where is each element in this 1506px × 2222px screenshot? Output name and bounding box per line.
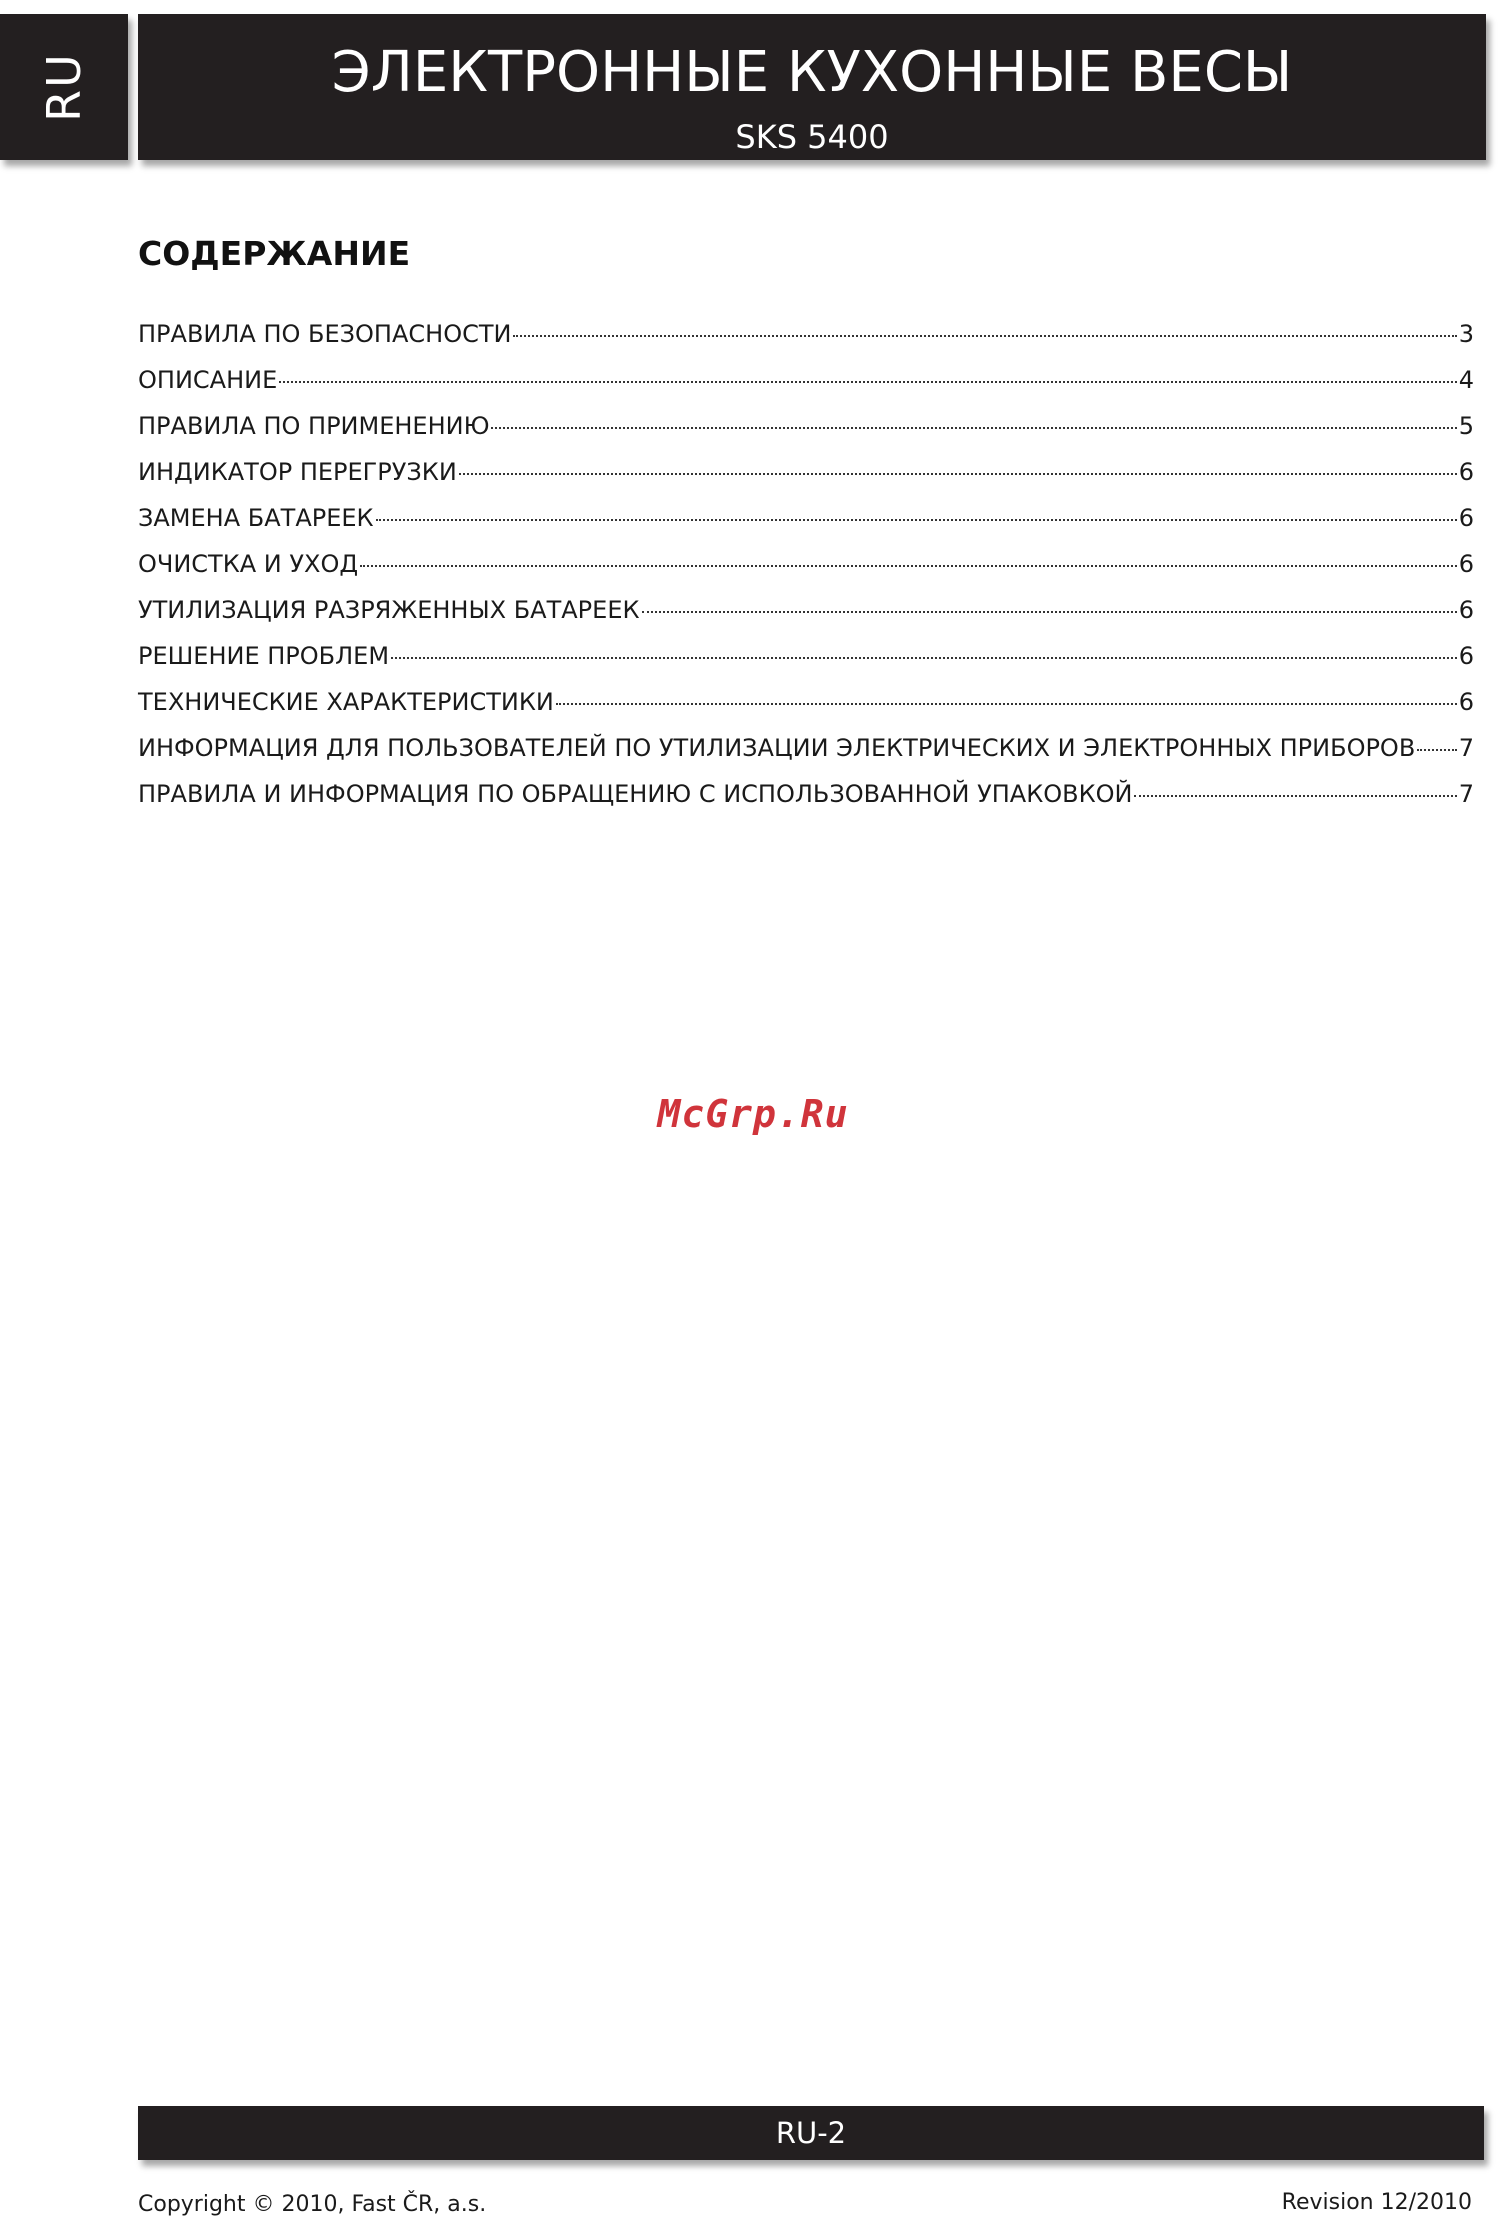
document-title: ЭЛЕКТРОННЫЕ КУХОННЫЕ ВЕСЫ xyxy=(331,40,1293,105)
toc-leader-dots xyxy=(360,565,1457,567)
toc-entry-title: УТИЛИЗАЦИЯ РАЗРЯЖЕННЫХ БАТАРЕЕК xyxy=(138,596,640,624)
toc-entry-page: 5 xyxy=(1458,412,1474,440)
toc-entry[interactable] xyxy=(138,458,1474,504)
toc-entry[interactable] xyxy=(138,550,1474,596)
toc-leader-dots xyxy=(391,657,1457,659)
toc-entry[interactable] xyxy=(138,366,1474,412)
language-tab xyxy=(0,14,128,160)
toc-entry-title: ЗАМЕНА БАТАРЕЕК xyxy=(138,504,374,532)
toc-leader-dots xyxy=(459,473,1457,475)
toc-entry[interactable] xyxy=(138,320,1474,366)
toc-entry-page: 6 xyxy=(1458,504,1474,532)
toc-entry-title: РЕШЕНИЕ ПРОБЛЕМ xyxy=(138,642,390,670)
toc-entry-page: 7 xyxy=(1458,780,1474,808)
toc-entry-title: ОПИСАНИЕ xyxy=(138,366,278,394)
toc-leader-dots xyxy=(491,427,1456,429)
toc-leader-dots xyxy=(556,703,1457,705)
toc-entry-page: 6 xyxy=(1458,550,1474,578)
toc-entry-title: ПРАВИЛА ПО БЕЗОПАСНОСТИ xyxy=(138,320,512,348)
page-number-bar xyxy=(138,2106,1484,2160)
toc-leader-dots xyxy=(279,381,1456,383)
toc-entry-page: 6 xyxy=(1458,596,1474,624)
revision-label: Revision 12/2010 xyxy=(1281,2190,1472,2215)
toc-entry-page: 6 xyxy=(1458,642,1474,670)
toc-entry-title: ИНДИКАТОР ПЕРЕГРУЗКИ xyxy=(138,458,457,486)
toc-entry[interactable] xyxy=(138,504,1474,550)
toc-entry-title: ОЧИСТКА И УХОД xyxy=(138,550,359,578)
toc-entry[interactable] xyxy=(138,780,1474,826)
language-code: RU xyxy=(37,52,91,122)
toc-entry[interactable] xyxy=(138,688,1474,734)
toc-entry-title: ПРАВИЛА И ИНФОРМАЦИЯ ПО ОБРАЩЕНИЮ С ИСПОЛЬЗОВАННОЙ УПАКОВКОЙ xyxy=(138,780,1133,808)
toc-entry-page: 3 xyxy=(1458,320,1474,348)
model-number: SKS 5400 xyxy=(735,118,889,156)
toc-leader-dots xyxy=(513,335,1456,337)
watermark-text: McGrp.Ru xyxy=(657,1092,849,1136)
toc-entry-page: 7 xyxy=(1458,734,1474,762)
toc-entry[interactable] xyxy=(138,734,1474,780)
title-bar xyxy=(138,14,1486,160)
toc-entry-page: 6 xyxy=(1458,458,1474,486)
toc-leader-dots xyxy=(642,611,1457,613)
toc-entry-title: ПРАВИЛА ПО ПРИМЕНЕНИЮ xyxy=(138,412,490,440)
toc-heading: СОДЕРЖАНИЕ xyxy=(138,234,411,273)
page-number: RU-2 xyxy=(775,2116,847,2150)
copyright-notice: Copyright © 2010, Fast ČR, a.s. xyxy=(138,2192,487,2217)
toc-entry-title: ИНФОРМАЦИЯ ДЛЯ ПОЛЬЗОВАТЕЛЕЙ ПО УТИЛИЗАЦИИ ЭЛЕКТРИЧЕСКИХ И ЭЛЕКТРОННЫХ ПРИБОРОВ xyxy=(138,734,1416,762)
toc-leader-dots xyxy=(1417,749,1456,751)
toc-entry[interactable] xyxy=(138,642,1474,688)
toc-entry-title: ТЕХНИЧЕСКИЕ ХАРАКТЕРИСТИКИ xyxy=(138,688,554,716)
toc-entry[interactable] xyxy=(138,412,1474,458)
toc-leader-dots xyxy=(1134,795,1456,797)
toc-leader-dots xyxy=(376,519,1457,521)
toc-entry-page: 4 xyxy=(1458,366,1474,394)
toc-entry[interactable] xyxy=(138,596,1474,642)
table-of-contents xyxy=(138,320,1474,826)
toc-entry-page: 6 xyxy=(1458,688,1474,716)
